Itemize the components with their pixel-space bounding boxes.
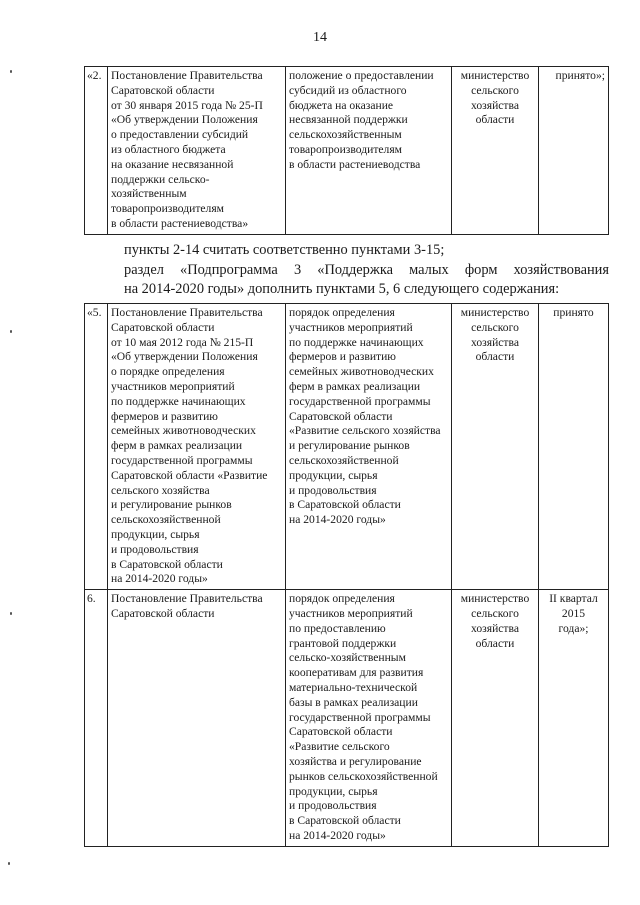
cell-line: на оказание несвязанной: [111, 157, 234, 171]
document-cell: [108, 590, 286, 847]
table-new-items: [84, 303, 609, 847]
cell-line: Саратовской области: [289, 409, 393, 423]
cell-line: бюджета на оказание: [289, 98, 394, 112]
cell-line: Саратовской области «Развитие: [111, 468, 268, 482]
cell-line: и продовольствия: [289, 799, 377, 813]
cell-line: министерство: [460, 69, 530, 82]
cell-line: ферм в рамках реализации: [111, 439, 243, 453]
subject-cell: [286, 67, 452, 235]
cell-line: государственной программы: [289, 394, 431, 408]
row-number: 6.: [85, 590, 108, 847]
row-number: «5.: [85, 304, 108, 590]
page-number: 14: [313, 30, 327, 45]
cell-line: хозяйственным: [111, 187, 187, 201]
table-row: [85, 67, 609, 235]
cell-line: Постановление Правительства: [111, 69, 263, 82]
cell-line: участников мероприятий: [111, 379, 235, 393]
cell-line: продукции, сырья: [289, 784, 378, 798]
cell-line: сельского хозяйства: [111, 483, 210, 497]
cell-line: от 30 января 2015 года № 25-П: [111, 98, 263, 112]
cell-line: несвязанной поддержки: [289, 113, 408, 127]
cell-line: министерство: [460, 306, 530, 319]
cell-line: и продовольствия: [289, 483, 377, 497]
cell-line: сельского: [471, 606, 519, 620]
cell-line: поддержки сельско-: [111, 172, 210, 186]
cell-line: семейных животноводческих: [111, 424, 256, 438]
cell-line: порядок определения: [289, 592, 395, 606]
cell-line: в области растениеводства: [289, 157, 421, 171]
cell-line: хозяйства: [471, 621, 519, 635]
cell-line: государственной программы: [289, 710, 431, 724]
cell-line: Саратовской области: [111, 606, 215, 620]
cell-line: в Саратовской области: [289, 814, 401, 828]
cell-line: Саратовской области: [111, 83, 215, 97]
cell-line: по предоставлению: [289, 621, 386, 635]
cell-line: сельско-хозяйственным: [289, 651, 406, 665]
cell-line: о порядке определения: [111, 365, 225, 379]
cell-line: области: [475, 113, 515, 127]
cell-line: сельскохозяйственной: [111, 513, 221, 527]
cell-line: в области растениеводства»: [111, 216, 249, 230]
responsible-cell: [452, 590, 539, 847]
cell-line: и регулирование рынков: [289, 439, 410, 453]
cell-line: от 10 мая 2012 года № 215-П: [111, 335, 254, 349]
table-previous-item: [84, 66, 609, 235]
cell-line: в Саратовской области: [111, 557, 223, 571]
scan-speck: [10, 70, 12, 73]
cell-line: по поддержке начинающих: [111, 394, 246, 408]
scan-speck: [10, 330, 12, 333]
cell-line: области: [475, 350, 515, 364]
status-cell: [539, 304, 609, 590]
cell-line: II квартал: [549, 592, 598, 606]
subject-cell: [286, 590, 452, 847]
paragraph-line: раздел «Подпрограмма 3 «Поддержка малых форм хозяйствования: [124, 262, 609, 278]
cell-line: из областного бюджета: [111, 142, 226, 156]
cell-line: Саратовской области: [111, 320, 215, 334]
cell-line: на 2014-2020 годы»: [289, 828, 386, 842]
cell-line: сельского: [471, 320, 519, 334]
cell-line: сельскохозяйственным: [289, 128, 402, 142]
status-cell: [539, 590, 609, 847]
cell-line: семейных животноводческих: [289, 365, 434, 379]
cell-line: Постановление Правительства: [111, 592, 263, 606]
cell-line: грантовой поддержки: [289, 636, 397, 650]
responsible-cell: [452, 67, 539, 235]
cell-line: субсидий из областного: [289, 83, 407, 97]
cell-line: Саратовской области: [289, 725, 393, 739]
document-cell: [108, 304, 286, 590]
cell-line: области: [475, 636, 515, 650]
cell-line: порядок определения: [289, 306, 395, 319]
responsible-cell: [452, 304, 539, 590]
cell-line: в Саратовской области: [289, 498, 401, 512]
cell-line: принято: [553, 306, 594, 319]
cell-line: «Развитие сельского: [289, 740, 390, 754]
paragraph-section-addition: [84, 261, 609, 299]
cell-line: фермеров и развитию: [289, 350, 396, 364]
cell-line: 2015: [561, 606, 586, 620]
paragraph-renumbering: пункты 2-14 считать соответственно пунктами 3-15;: [124, 242, 445, 258]
cell-line: принято»;: [555, 69, 605, 82]
cell-line: «Об утверждении Положения: [111, 113, 258, 127]
cell-line: фермеров и развитию: [111, 409, 218, 423]
cell-line: хозяйства: [471, 335, 519, 349]
cell-line: года»;: [558, 621, 589, 635]
status-cell: [539, 67, 609, 235]
cell-line: «Об утверждении Положения: [111, 350, 258, 364]
cell-line: товаропроизводителям: [111, 202, 224, 216]
cell-line: о предоставлении субсидий: [111, 128, 249, 142]
cell-line: на 2014-2020 годы»: [289, 513, 386, 527]
table-row: [85, 590, 609, 847]
cell-line: ферм в рамках реализации: [289, 379, 421, 393]
cell-line: на 2014-2020 годы»: [111, 572, 208, 586]
cell-line: базы в рамках реализации: [289, 695, 418, 709]
cell-line: и регулирование рынков: [111, 498, 232, 512]
paragraph-line: на 2014-2020 годы» дополнить пунктами 5, 6 следующего содержания:: [124, 281, 560, 297]
cell-line: по поддержке начинающих: [289, 335, 424, 349]
document-cell: [108, 67, 286, 235]
cell-line: рынков сельскохозяйственной: [289, 769, 438, 783]
table-row: [85, 304, 609, 590]
cell-line: министерство: [460, 592, 530, 606]
cell-line: товаропроизводителям: [289, 142, 402, 156]
cell-line: участников мероприятий: [289, 320, 413, 334]
scan-speck: [8, 862, 10, 865]
cell-line: материально-технической: [289, 680, 418, 694]
cell-line: положение о предоставлении: [289, 69, 434, 82]
cell-line: сельскохозяйственной: [289, 453, 399, 467]
subject-cell: [286, 304, 452, 590]
cell-line: «Развитие сельского хозяйства: [289, 424, 441, 438]
cell-line: и продовольствия: [111, 542, 199, 556]
row-number: «2.: [85, 67, 108, 235]
cell-line: хозяйства: [471, 98, 519, 112]
cell-line: сельского: [471, 83, 519, 97]
cell-line: продукции, сырья: [289, 468, 378, 482]
cell-line: продукции, сырья: [111, 527, 200, 541]
cell-line: участников мероприятий: [289, 606, 413, 620]
cell-line: государственной программы: [111, 453, 253, 467]
cell-line: хозяйства и регулирование: [289, 754, 422, 768]
cell-line: Постановление Правительства: [111, 306, 263, 319]
scan-speck: [10, 612, 12, 615]
cell-line: кооперативам для развития: [289, 666, 424, 680]
